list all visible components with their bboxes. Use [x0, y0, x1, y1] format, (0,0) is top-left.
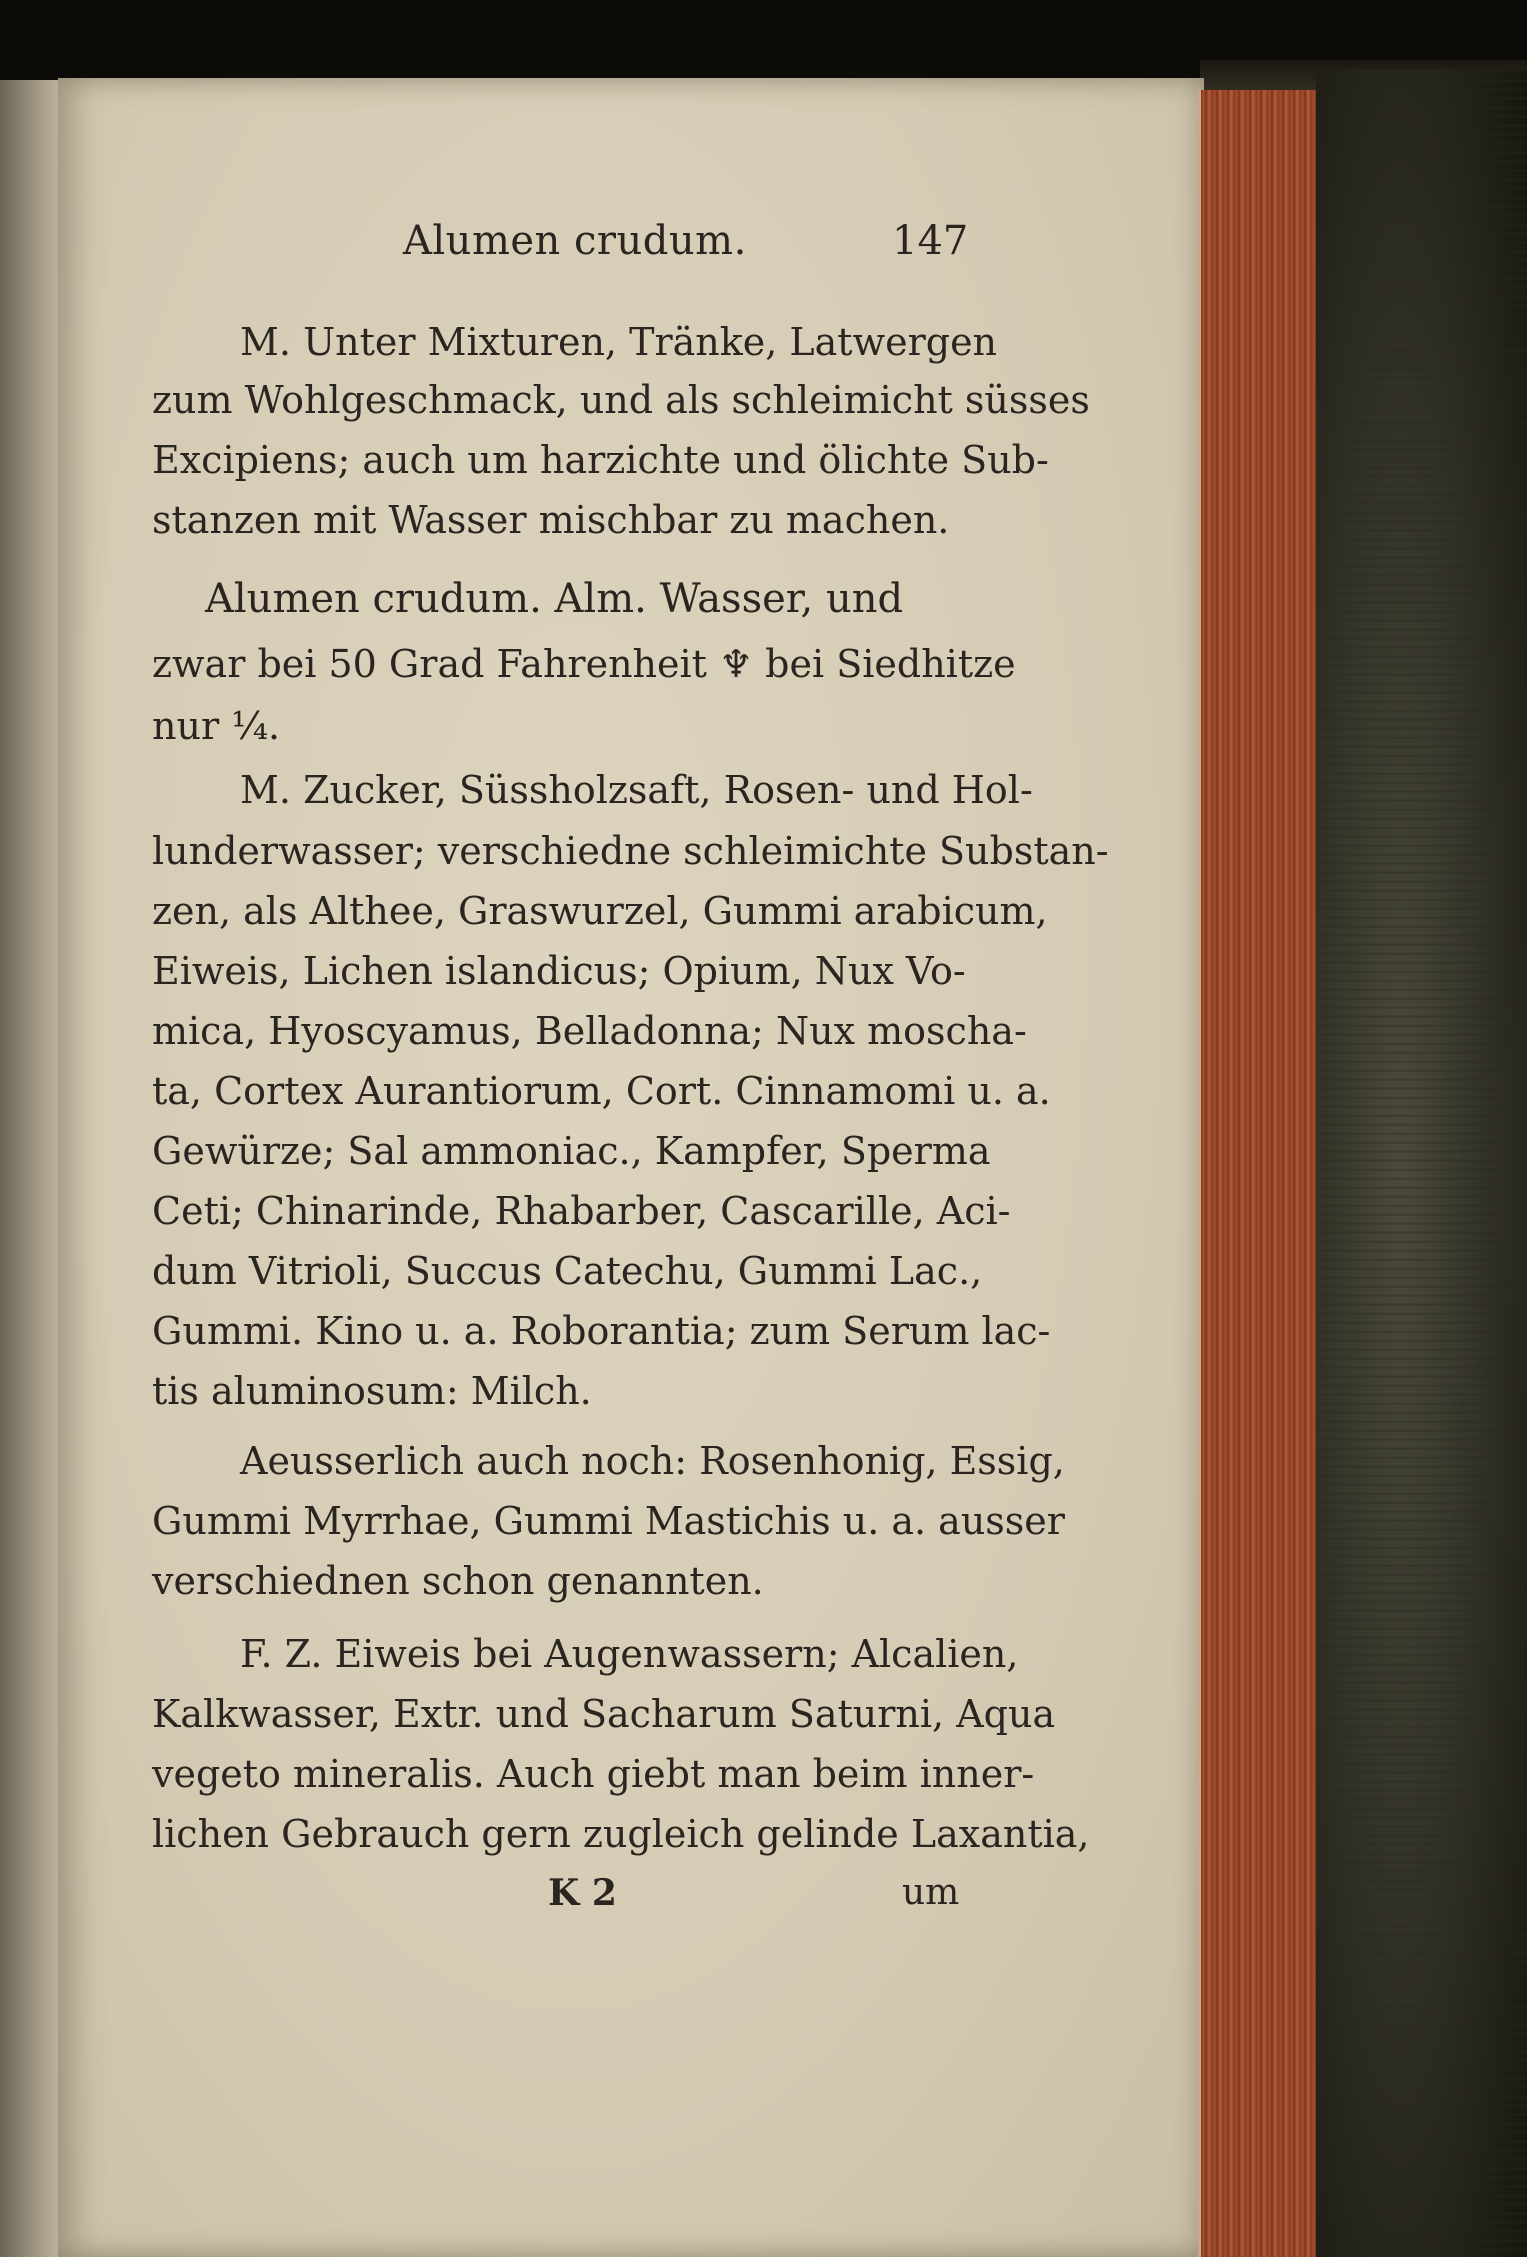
- body-line: Kalkwasser, Extr. und Sacharum Saturni, Aqua: [152, 1692, 1056, 1736]
- body-line: M. Zucker, Süssholzsaft, Rosen- und Hol-: [240, 768, 1033, 812]
- body-line: Ceti; Chinarinde, Rhabarber, Cascarille, Aci-: [152, 1189, 1011, 1233]
- body-line: M. Unter Mixturen, Tränke, Latwergen: [240, 320, 998, 364]
- body-line: verschiednen schon genannten.: [152, 1559, 764, 1603]
- body-line: dum Vitrioli, Succus Catechu, Gummi Lac.,: [152, 1249, 983, 1293]
- section-heading-line: Alumen crudum. Alm. Wasser, und: [205, 576, 904, 622]
- running-head: Alumen crudum.: [403, 218, 747, 264]
- page-number: 147: [892, 218, 969, 264]
- body-line: stanzen mit Wasser mischbar zu machen.: [152, 498, 950, 542]
- body-line: Aeusserlich auch noch: Rosenhonig, Essig,: [240, 1439, 1065, 1483]
- catchword: um: [902, 1872, 960, 1913]
- body-line: Gummi Myrrhae, Gummi Mastichis u. a. ausser: [152, 1499, 1065, 1543]
- body-line: mica, Hyoscyamus, Belladonna; Nux moscha-: [152, 1009, 1027, 1053]
- body-line: lichen Gebrauch gern zugleich gelinde Laxantia,: [152, 1812, 1090, 1856]
- page-block-edges: [1198, 90, 1319, 2257]
- body-line: tis aluminosum: Milch.: [152, 1369, 592, 1413]
- body-line: ta, Cortex Aurantiorum, Cort. Cinnamomi u. a.: [152, 1069, 1051, 1113]
- body-line: vegeto mineralis. Auch giebt man beim inner-: [152, 1752, 1035, 1796]
- book-cover: [1316, 70, 1527, 2257]
- body-line: Gewürze; Sal ammoniac., Kampfer, Sperma: [152, 1129, 991, 1173]
- body-line: zum Wohlgeschmack, und als schleimicht süsses: [152, 378, 1090, 422]
- body-line: Gummi. Kino u. a. Roborantia; zum Serum lac-: [152, 1309, 1051, 1353]
- body-line: Excipiens; auch um harzichte und ölichte Sub-: [152, 438, 1049, 482]
- body-line: Eiweis, Lichen islandicus; Opium, Nux Vo-: [152, 949, 966, 993]
- body-line: F. Z. Eiweis bei Augenwassern; Alcalien,: [240, 1632, 1019, 1676]
- signature-mark: K 2: [548, 1872, 617, 1914]
- body-line: lunderwasser; verschiedne schleimichte Substan-: [152, 829, 1109, 873]
- body-line: zen, als Althee, Graswurzel, Gummi arabicum,: [152, 889, 1048, 933]
- body-line: nur ¼.: [152, 704, 281, 748]
- body-line: zwar bei 50 Grad Fahrenheit ♆ bei Siedhitze: [152, 642, 1016, 686]
